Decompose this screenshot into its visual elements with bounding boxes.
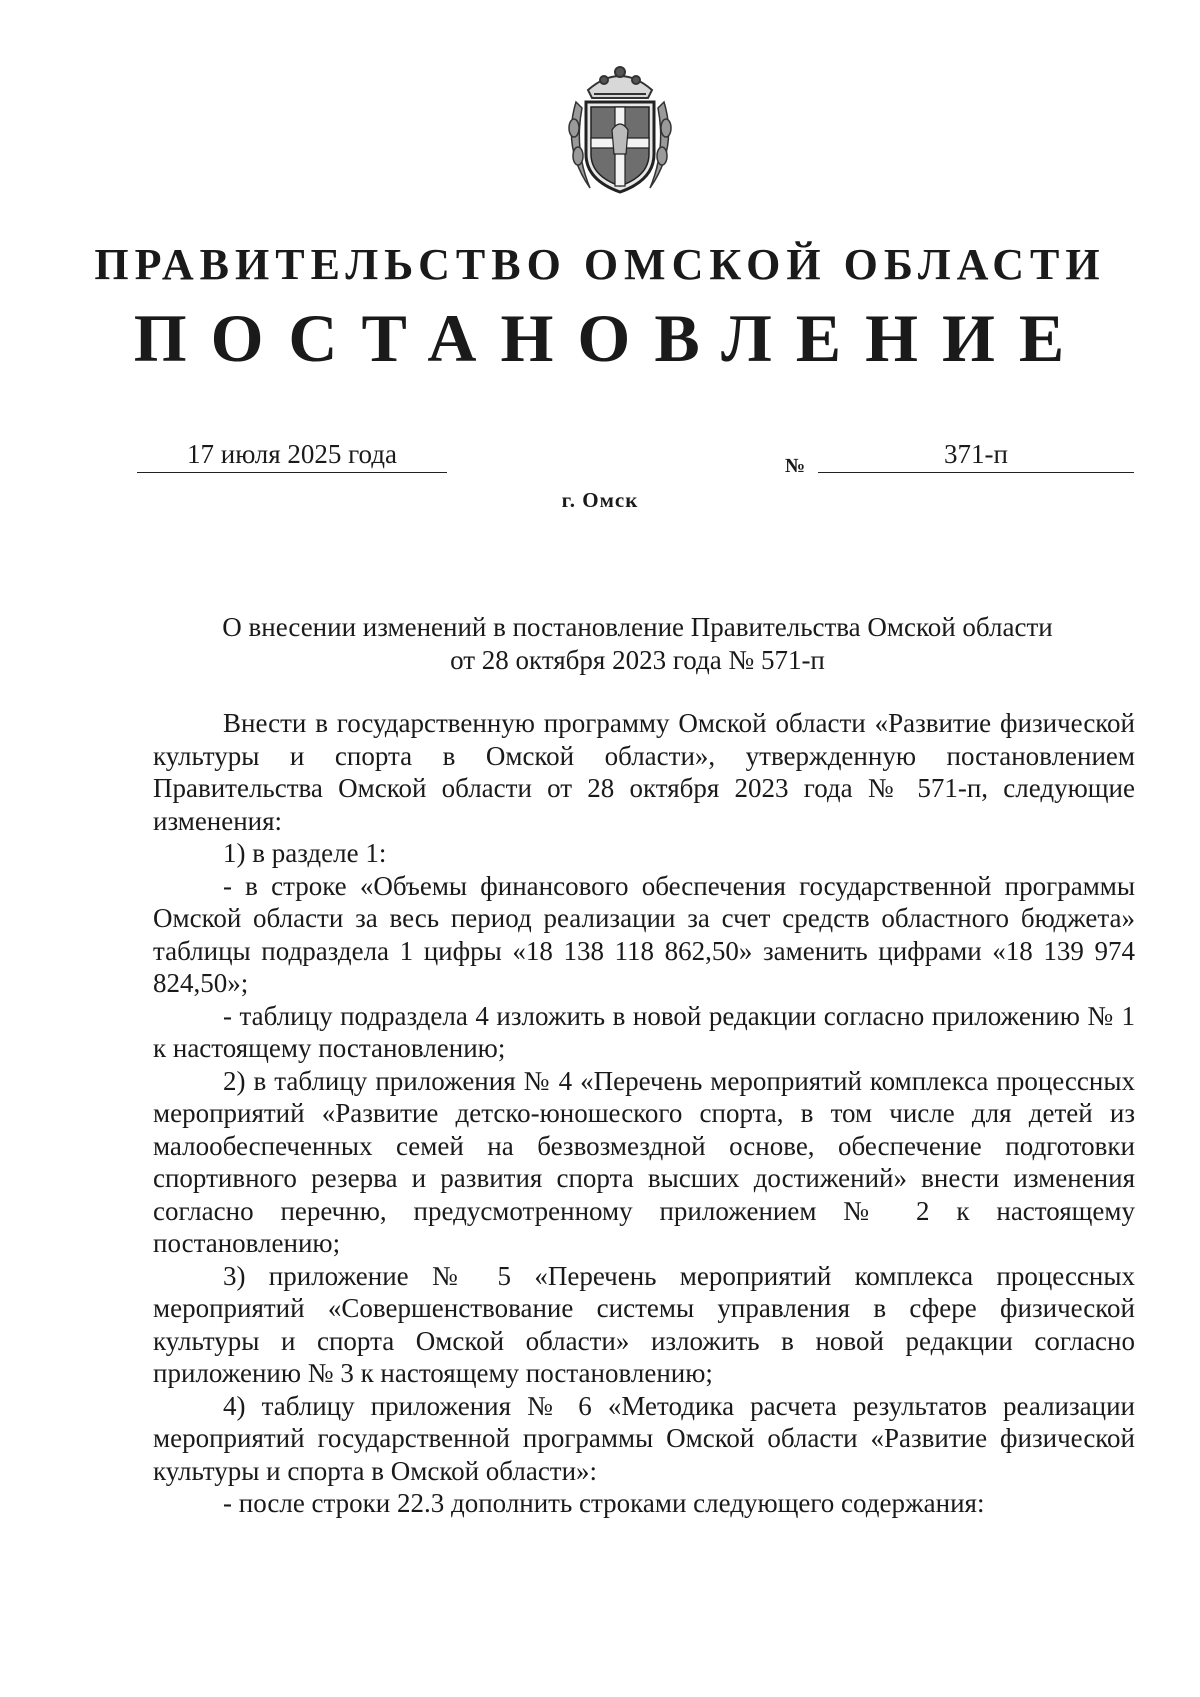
document-body [153, 707, 1135, 1520]
body-paragraph: 3) приложение № 5 «Перечень мероприятий комплекса процессных мероприятий «Совершенствование системы управления в сфере физической культуры и спорта Омской области» изложить в новой редакции согласно приложению № 3 к настоящему постановлению; [153, 1260, 1135, 1388]
city: г. Омск [561, 488, 639, 512]
document-number: 371-п [818, 436, 1134, 473]
subject-line-1: О внесении изменений в постановление Правительства Омской области [222, 612, 1053, 642]
body-paragraph: 4) таблицу приложения № 6 «Методика расчета результатов реализации мероприятий государственной программы Омской области «Развитие физической культуры и спорта в Омской области»: [153, 1390, 1135, 1486]
document-date: 17 июля 2025 года [137, 436, 447, 473]
body-paragraph: Внести в государственную программу Омской области «Развитие физической культуры и спорта в Омской области», утвержденную постановлением Правительства Омской области от 28 октября 2023 года № 571-п, следующие изменения: [153, 708, 1135, 836]
body-paragraph: 2) в таблицу приложения № 4 «Перечень мероприятий комплекса процессных мероприятий «Развитие детско-юношеского спорта, в том числе для детей из малообеспеченных семей на безвозмездной основе, обеспечение подготовки спортивного резерва и развития спорта высших достижений» внести изменения согласно перечню, предусмотренному приложением № 2 к настоящему постановлению; [153, 1065, 1135, 1258]
body-paragraph: - в строке «Объемы финансового обеспечения государственной программы Омской области за весь период реализации за счет средств областного бюджета» таблицы подраздела 1 цифры «18 138 118 862,50» заменить цифрами «18 139 974 824,50»; [153, 870, 1135, 998]
organization-title: ПРАВИТЕЛЬСТВО ОМСКОЙ ОБЛАСТИ [94, 240, 1106, 289]
document-type: ПОСТАНОВЛЕНИЕ [133, 300, 1089, 376]
body-paragraph: - таблицу подраздела 4 изложить в новой редакции согласно приложению № 1 к настоящему постановлению; [153, 1000, 1135, 1063]
number-sign: № [785, 455, 806, 477]
body-paragraph: 1) в разделе 1: [223, 838, 387, 868]
body-paragraph: - после строки 22.3 дополнить строками следующего содержания: [223, 1488, 985, 1518]
coat-of-arms-icon [560, 58, 680, 198]
subject-line-2: от 28 октября 2023 года № 571-п [450, 644, 825, 675]
document-subject [140, 611, 1135, 676]
